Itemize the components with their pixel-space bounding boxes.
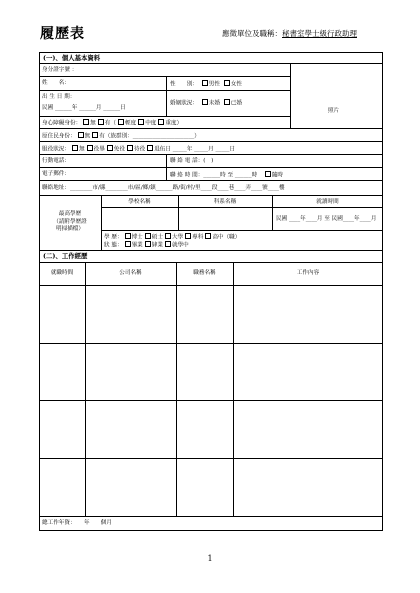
divider	[39, 141, 383, 142]
option: 就學中	[171, 242, 189, 249]
option: 待役	[134, 146, 146, 153]
option-single: 未婚	[208, 100, 220, 107]
option: 高中（職）	[212, 234, 241, 241]
divider	[39, 250, 383, 251]
option: 碩士	[151, 234, 163, 241]
aboriginal-label: 原住民身份：	[42, 133, 76, 140]
birth-label: 出 生 日 期：	[42, 94, 76, 100]
checkbox[interactable]	[107, 145, 113, 151]
checkbox[interactable]	[72, 145, 78, 151]
checkbox[interactable]	[83, 119, 89, 125]
birth-format: 民國 ______年 ______月 ______日	[42, 105, 126, 111]
checkbox[interactable]	[165, 241, 171, 247]
option: 退伍日 _____年 _____月 _____日	[154, 146, 236, 153]
divider	[101, 230, 383, 231]
option: 重度）	[165, 120, 183, 127]
name-label: 姓 名：	[42, 80, 70, 86]
option-female: 女性	[230, 81, 242, 88]
divider	[39, 63, 383, 64]
marital-label: 婚姻狀況：	[170, 100, 198, 107]
option: 博士	[131, 234, 143, 241]
checkbox-single[interactable]	[202, 99, 208, 105]
col-work-period: 就職時間	[50, 270, 74, 276]
divider	[39, 154, 383, 155]
checkbox[interactable]	[118, 119, 124, 125]
option: 畢業	[131, 242, 143, 249]
option: 無	[90, 120, 96, 127]
option: 有（	[104, 120, 116, 127]
checkbox[interactable]	[125, 233, 131, 239]
checkbox[interactable]	[145, 233, 151, 239]
address-label: 聯絡地址：________市/縣________市/區/鄉/鎮______路/街/村/里____段____巷____弄____號____樓	[42, 185, 285, 191]
checkbox[interactable]	[87, 145, 93, 151]
col-job-title: 職務名稱	[193, 270, 216, 276]
checkbox[interactable]	[185, 233, 191, 239]
divider	[166, 154, 167, 180]
divider	[39, 400, 383, 401]
applied-position	[222, 28, 357, 39]
checkbox[interactable]	[125, 241, 131, 247]
position-value: 秘書室學士級行政助理	[282, 29, 357, 38]
contact-time-field	[170, 171, 283, 180]
divider	[39, 516, 383, 517]
page-number: 1	[207, 554, 213, 563]
aboriginal-field	[42, 132, 200, 141]
section1-title: (一)、個人基本資料	[43, 54, 101, 62]
col-job-content: 工作內容	[296, 270, 320, 276]
divider	[39, 285, 383, 286]
checkbox[interactable]	[138, 119, 144, 125]
checkbox[interactable]	[92, 132, 98, 138]
divider	[39, 343, 383, 344]
status-label: 狀 態：	[104, 242, 123, 249]
checkbox-male[interactable]	[202, 80, 208, 86]
divider	[39, 116, 290, 117]
option: 役畢	[93, 146, 105, 153]
divider	[85, 262, 86, 516]
checkbox[interactable]	[147, 145, 153, 151]
education-label: 最高學歷 （請附學歷證 明掃描檔）	[53, 211, 87, 233]
divider	[39, 180, 383, 181]
contact-time-label: 聯 絡 時 間：______時 至 ______時	[170, 172, 263, 179]
checkbox[interactable]	[145, 241, 151, 247]
gender-label: 性 別：	[170, 81, 198, 88]
mobile-label: 行動電話：	[42, 158, 70, 164]
option: 有（族群別：______________________）	[99, 133, 200, 140]
checkbox[interactable]	[78, 132, 84, 138]
period-value: 民國 ____年____月 至 民國____年____月	[276, 216, 377, 222]
col-period: 就讀時間	[316, 199, 339, 205]
gender-field	[170, 80, 242, 89]
option: 免役	[113, 146, 125, 153]
disability-field	[42, 119, 182, 128]
marital-field	[170, 99, 242, 108]
id-number-label: 身分證字號 ：	[42, 67, 78, 73]
military-label: 服役狀況：	[42, 146, 70, 153]
option: 無	[84, 133, 91, 140]
degree-label: 學 歷：	[104, 234, 123, 241]
disability-label: 身心障礙身份：	[42, 120, 82, 127]
option: 中度	[145, 120, 157, 127]
divider	[290, 63, 291, 128]
checkbox-married[interactable]	[224, 99, 230, 105]
email-label: 電子郵件：	[42, 171, 70, 177]
col-dept: 科系名稱	[213, 199, 237, 205]
checkbox[interactable]	[127, 145, 133, 151]
checkbox[interactable]	[165, 233, 171, 239]
checkbox[interactable]	[205, 233, 211, 239]
document-title: 履歷表	[40, 26, 85, 42]
option-male: 男性	[208, 81, 220, 88]
checkbox-anytime[interactable]	[265, 171, 271, 177]
option: 輕度	[124, 120, 137, 127]
divider	[176, 262, 177, 516]
divider	[39, 76, 290, 77]
total-experience: 總工作年資： 年 個月	[42, 520, 112, 526]
checkbox-female[interactable]	[224, 80, 230, 86]
option: 專科	[192, 234, 204, 241]
divider	[39, 90, 290, 91]
military-field	[42, 145, 235, 154]
col-school: 學校名稱	[128, 199, 151, 205]
checkbox[interactable]	[158, 119, 164, 125]
divider	[39, 458, 383, 459]
option: 肄業	[151, 242, 163, 249]
divider	[166, 76, 167, 116]
option: 無	[78, 146, 85, 153]
divider	[39, 128, 383, 129]
divider	[233, 262, 234, 516]
option: 大學	[171, 234, 184, 241]
phone-label: 聯 絡 電 話：( )	[170, 158, 214, 164]
divider	[101, 207, 383, 208]
divider	[39, 167, 383, 168]
option-anytime: 隨時	[271, 172, 284, 179]
section2-title: (二)、工作經歷	[43, 252, 88, 260]
status-field	[104, 241, 189, 250]
col-company: 公司名稱	[119, 270, 142, 276]
photo-placeholder: 照片	[328, 108, 340, 114]
divider	[39, 262, 383, 263]
position-label: 應徵單位及職稱：	[222, 29, 282, 38]
option-married: 已婚	[230, 100, 242, 107]
divider	[39, 195, 383, 196]
checkbox[interactable]	[98, 119, 104, 125]
